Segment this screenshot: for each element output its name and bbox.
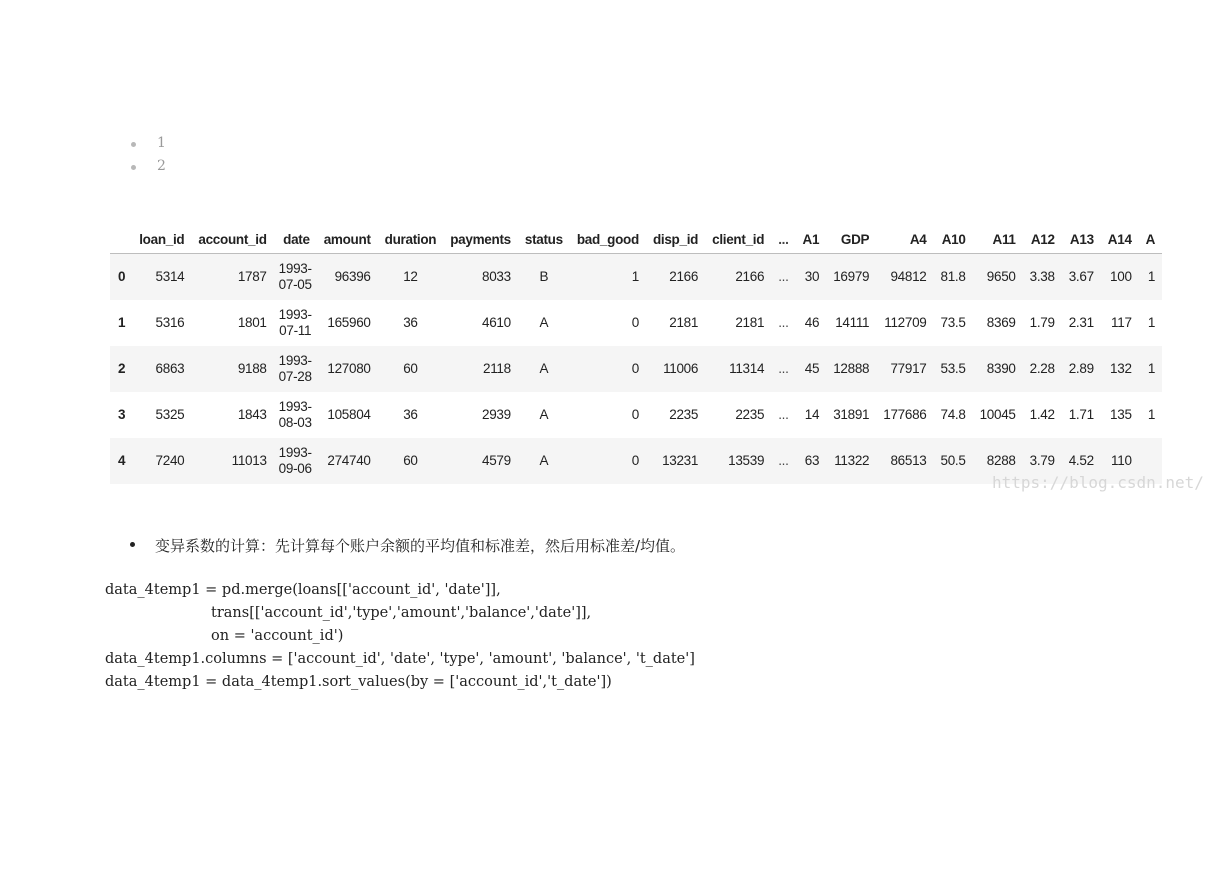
column-header: A10 (934, 226, 973, 254)
table-cell: 3.79 (1029, 453, 1055, 468)
table-cell: 8033 (482, 269, 511, 285)
date-part: 1993- (278, 352, 312, 368)
column-header: A12 (1023, 226, 1062, 254)
table-cell: 45 (804, 361, 820, 376)
dataframe-table (110, 226, 1162, 484)
row-index: 2 (118, 361, 126, 376)
table-cell: 5325 (155, 407, 185, 422)
table-cell: 2166 (669, 269, 699, 285)
table-cell: 11013 (231, 453, 267, 468)
table-cell (274, 438, 317, 484)
table-cell: B (539, 269, 549, 285)
table-cell: 0 (631, 361, 639, 376)
table-cell: 11322 (834, 453, 870, 468)
table-cell (274, 300, 317, 346)
table-cell: 96396 (334, 269, 371, 285)
table-cell: 1 (631, 269, 639, 285)
table-cell: 127080 (327, 361, 371, 376)
bullet-dot (130, 542, 135, 547)
table-cell: 1 (1147, 315, 1156, 330)
bullet-text: 变异系数的计算：先计算每个账户余额的平均值和标准差，然后用标准差/均值。 (155, 537, 686, 555)
table-cell: 11314 (729, 361, 765, 376)
table-cell: 8390 (986, 361, 1016, 376)
table-cell: 9188 (237, 361, 267, 376)
table-cell: 74.8 (940, 407, 966, 422)
table-cell: 2181 (735, 315, 765, 330)
row-index: 4 (118, 453, 126, 468)
table-cell: 77917 (890, 361, 927, 376)
column-header: account_id (191, 226, 273, 254)
table-row (110, 346, 1162, 392)
column-header: status (518, 226, 570, 254)
column-header: disp_id (646, 226, 705, 254)
table-cell: 135 (1110, 407, 1132, 422)
table-cell: 46 (804, 315, 820, 330)
table-cell: 2.28 (1029, 361, 1055, 376)
table-cell: 1787 (237, 269, 267, 285)
table-cell: 36 (403, 315, 418, 330)
table-cell: 14111 (835, 315, 870, 330)
table-cell: 1843 (237, 407, 267, 422)
table-cell: ... (778, 453, 789, 468)
code-line: data_4temp1.columns = ['account_id', 'date', 'type', 'amount', 'balance', 't_date'] (105, 651, 695, 667)
bullet-item (130, 535, 685, 556)
dataframe-output (110, 226, 1228, 488)
line-number: 2 (126, 155, 166, 178)
table-cell: 8369 (986, 315, 1016, 330)
column-header: loan_id (132, 226, 191, 254)
column-header: duration (378, 226, 444, 254)
table-cell: 86513 (890, 453, 927, 468)
date-part: 07-28 (278, 368, 312, 384)
table-cell: 1 (1147, 269, 1156, 285)
table-cell: 2118 (483, 361, 511, 376)
table-cell: 2235 (669, 407, 699, 422)
table-cell: 0 (631, 315, 639, 330)
column-header: bad_good (570, 226, 646, 254)
table-cell: 5316 (155, 315, 185, 330)
table-cell: A (539, 453, 549, 468)
table-cell: 0 (631, 453, 639, 468)
table-cell: 16979 (833, 269, 870, 285)
row-index: 1 (118, 315, 126, 330)
table-cell: 63 (804, 453, 820, 468)
table-cell: 2166 (735, 269, 765, 285)
table-cell: 4610 (482, 315, 511, 330)
table-cell: 4.52 (1068, 453, 1094, 468)
table-cell: 53.5 (940, 361, 966, 376)
table-cell: 2235 (735, 407, 765, 422)
column-header: GDP (826, 226, 876, 254)
table-cell: 1.71 (1068, 407, 1094, 422)
index-header (110, 226, 132, 254)
table-cell: 2181 (669, 315, 699, 330)
table-cell: 1 (1147, 407, 1156, 422)
column-header: A11 (973, 226, 1023, 254)
table-cell: 8288 (986, 453, 1016, 468)
column-header: amount (317, 226, 378, 254)
code-line: data_4temp1 = pd.merge(loans[['account_id', 'date']], (105, 582, 501, 598)
table-header-row (110, 226, 1162, 254)
table-cell: 2939 (482, 407, 511, 422)
table-cell: 12888 (833, 361, 870, 376)
table-cell: 274740 (327, 453, 371, 468)
line-number: 1 (126, 132, 166, 155)
table-cell: 2.89 (1068, 361, 1094, 376)
table-cell (274, 392, 317, 438)
table-cell: 100 (1110, 269, 1132, 285)
table-cell: 3.38 (1029, 269, 1055, 285)
table-cell: 30 (804, 269, 820, 285)
date-part: 07-11 (279, 322, 312, 338)
table-cell: 117 (1111, 315, 1132, 330)
table-cell: 1.42 (1029, 407, 1055, 422)
table-cell: 3.67 (1068, 269, 1094, 285)
column-header: date (274, 226, 317, 254)
table-cell: 50.5 (940, 453, 966, 468)
row-index: 0 (118, 269, 126, 285)
code-line: on = 'account_id') (105, 628, 344, 644)
table-cell: 36 (403, 407, 418, 422)
table-cell: 1801 (237, 315, 267, 330)
table-cell: 5314 (155, 269, 185, 285)
column-header: A (1139, 226, 1162, 254)
table-cell: 31891 (833, 407, 870, 422)
code-block (105, 579, 695, 694)
table-cell: 110 (1111, 453, 1132, 468)
table-cell: 10045 (979, 407, 1016, 422)
table-cell: 7240 (155, 453, 185, 468)
table-cell: 12 (403, 269, 418, 285)
date-part: 1993- (278, 444, 312, 460)
column-header: A4 (876, 226, 933, 254)
table-cell: 13539 (728, 453, 765, 468)
column-header: A13 (1062, 226, 1101, 254)
date-part: 1993- (278, 306, 312, 322)
table-cell: 112709 (884, 315, 927, 330)
table-cell: 94812 (890, 269, 927, 285)
table-cell: A (539, 315, 549, 330)
column-header: ... (771, 226, 795, 254)
table-cell: 165960 (327, 315, 371, 330)
table-cell: 60 (403, 453, 418, 468)
date-part: 09-06 (278, 460, 312, 476)
table-cell: 13231 (662, 453, 699, 468)
table-cell: A (539, 361, 549, 376)
code-line-numbers (126, 132, 166, 178)
table-cell: 1.79 (1029, 315, 1055, 330)
date-part: 08-03 (278, 414, 312, 430)
column-header: client_id (705, 226, 771, 254)
table-cell: 1 (1147, 361, 1156, 376)
code-line: data_4temp1 = data_4temp1.sort_values(by = ['account_id','t_date']) (105, 674, 612, 690)
table-cell: 6863 (155, 361, 185, 376)
table-cell: ... (778, 361, 789, 376)
table-cell: 177686 (883, 407, 927, 422)
date-part: 1993- (278, 398, 312, 414)
table-cell (274, 254, 317, 300)
table-cell: 73.5 (940, 315, 966, 330)
table-cell: A (539, 407, 549, 422)
table-cell: 11006 (663, 361, 699, 376)
table-cell: 14 (804, 407, 820, 422)
row-index: 3 (118, 407, 126, 422)
date-part: 1993- (278, 260, 312, 276)
table-cell: 9650 (986, 269, 1016, 285)
table-row (110, 254, 1162, 300)
table-cell: 0 (631, 407, 639, 422)
table-cell: 4579 (482, 453, 511, 468)
table-cell: 81.8 (940, 269, 966, 285)
table-cell: 105804 (327, 407, 371, 422)
table-cell: 2.31 (1068, 315, 1094, 330)
watermark: https://blog.csdn.net/ (992, 473, 1204, 492)
code-line: trans[['account_id','type','amount','balance','date']], (105, 605, 592, 621)
column-header: payments (443, 226, 518, 254)
table-cell: ... (778, 315, 789, 330)
table-row (110, 392, 1162, 438)
date-part: 07-05 (278, 276, 312, 292)
table-row (110, 300, 1162, 346)
column-header: A14 (1101, 226, 1139, 254)
table-cell: ... (778, 407, 789, 422)
column-header: A1 (796, 226, 827, 254)
table-cell: 132 (1110, 361, 1132, 376)
table-cell: 60 (403, 361, 418, 376)
table-cell (274, 346, 317, 392)
table-cell: ... (778, 269, 789, 285)
